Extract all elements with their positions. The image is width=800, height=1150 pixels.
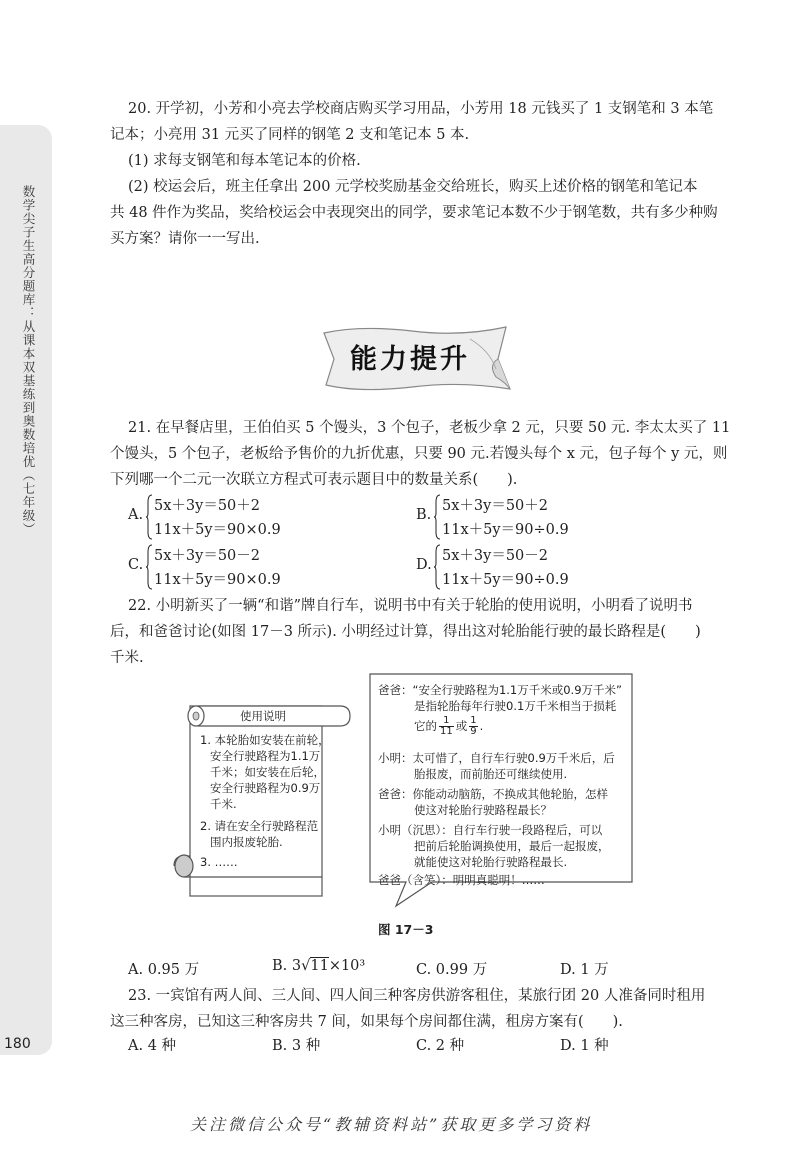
dialog-line: 把前后轮胎调换使用，最后一起报废， (414, 839, 610, 853)
q21-line3: 下列哪一个二元一次联立方程式可表示题目中的数量关系( ). (110, 472, 518, 488)
option-label: D. (416, 557, 432, 573)
q20-sub1: (1) 求每支钢笔和每本笔记本的价格. (128, 153, 361, 169)
scroll-item2 (200, 818, 318, 850)
figure-caption: 图 17－3 (378, 922, 434, 937)
dialog-text: 或 (455, 719, 468, 733)
dialog-dad-3 (378, 872, 628, 888)
q21-option-d[interactable] (416, 544, 676, 592)
book-title-vertical: 数学尖子生高分题库：从课本双基练到奥数培优（七年级） (21, 185, 36, 536)
equation-2: 11x＋5y＝90×0.9 (154, 522, 281, 538)
brace-icon (146, 494, 152, 540)
q22-answer-b[interactable] (272, 958, 365, 974)
speaker: 爸爸： (378, 683, 413, 697)
answer-text: 2 种 (435, 1038, 465, 1054)
answer-text: 4 种 (147, 1038, 177, 1054)
speaker: 小明： (378, 751, 413, 765)
q23-line2: 这三种客房，已知这三种客房共 7 间，如果每个房间都住满，租房方案有( ). (110, 1014, 623, 1030)
answer-text: 0.95 万 (147, 962, 200, 978)
scroll-line: 安全行驶路程为0.9万 (210, 781, 321, 795)
side-tab (0, 125, 52, 1055)
equation-2: 11x＋5y＝90÷0.9 (442, 572, 569, 588)
dialog-dad-1 (378, 682, 628, 738)
dialog-line: “安全行驶路程为1.1万千米或0.9万千米” (412, 683, 622, 697)
footer-note: 关注微信公众号“教辅资料站”获取更多学习资料 (190, 1115, 593, 1134)
dialog-line: 使这对轮胎行驶路程最长？ (414, 803, 552, 817)
q22-answer-a[interactable] (128, 958, 199, 979)
q22-line2: 后，和爸爸讨论(如图 17－3 所示). 小明经过计算，得出这对轮胎能行驶的最长路程是( ) (110, 624, 701, 640)
option-label: B. (416, 507, 432, 523)
dialog-line: 太可惜了，自行车行驶0.9万千米后，后 (412, 751, 615, 765)
q21-option-a[interactable] (128, 494, 388, 542)
dialog-text: . (479, 719, 484, 733)
numerator: 1 (439, 716, 454, 727)
dialog-ming-1 (378, 750, 628, 782)
q20-line1: 20. 开学初，小芳和小亮去学校商店购买学习用品，小芳用 18 元钱买了 1 支钢笔和 3 本笔 (128, 101, 714, 117)
section-title: 能力提升 (350, 344, 470, 375)
q21-option-c[interactable] (128, 544, 388, 592)
answer-power: ×10³ (328, 958, 366, 974)
denominator: 9 (470, 726, 477, 737)
answer-text: 0.99 万 (435, 962, 488, 978)
q23-line1: 23. 一宾馆有两人间、三人间、四人间三种客房供游客租住，某旅行团 20 人准备同时租用 (128, 988, 706, 1004)
fraction (439, 716, 454, 737)
dialog-line: 自行车行驶一段路程后，可以 (452, 823, 603, 837)
q23-answer-b[interactable] (272, 1034, 320, 1055)
option-label: A. (128, 507, 144, 523)
q20-sub2-line1: (2) 校运会后，班主任拿出 200 元学校奖励基金交给班长，购买上述价格的钢笔和笔记本 (128, 179, 698, 195)
scroll-line: 安全行驶路程为1.1万 (210, 749, 321, 763)
dialog-line: 是指轮胎每年行驶0.1万千米相当于损耗 (414, 699, 617, 713)
answer-label: A. (128, 962, 144, 978)
equation-1: 5x＋3y＝50－2 (154, 548, 260, 564)
q20-line2: 记本；小亮用 31 元买了同样的钢笔 2 支和笔记本 5 本. (110, 127, 470, 143)
q20-sub2-line3: 买方案？请你一一写出. (110, 231, 260, 247)
answer-label: A. (128, 1038, 144, 1054)
equation-2: 11x＋5y＝90÷0.9 (442, 522, 569, 538)
brace-icon (146, 544, 152, 590)
denominator: 11 (440, 726, 453, 737)
scroll-item3: 3. …… (200, 855, 238, 869)
answer-label: B. (272, 958, 288, 974)
answer-label: D. (560, 1038, 576, 1054)
q22-line1: 22. 小明新买了一辆“和谐”牌自行车，说明书中有关于轮胎的使用说明，小明看了说明书 (128, 598, 693, 614)
q23-answer-d[interactable] (560, 1034, 609, 1055)
q23-answer-a[interactable] (128, 1034, 176, 1055)
answer-label: B. (272, 1038, 288, 1054)
scroll-line: 千米；如安装在后轮， (210, 765, 325, 779)
option-label: C. (128, 557, 144, 573)
q21-line1: 21. 在早餐店里，王伯伯买 5 个馒头，3 个包子，老板少拿 2 元，只要 50 元. 李太太买了 11 (128, 420, 731, 436)
radical-icon: √ (301, 958, 311, 974)
q20-sub2-line2: 共 48 件作为奖品，奖给校运会中表现突出的同学，要求笔记本数不少于钢笔数，共有多少种购 (110, 205, 718, 221)
answer-radicand: 11 (310, 958, 329, 974)
scroll-line: 1. 本轮胎如安装在前轮， (200, 733, 330, 747)
dialog-line: 明明真聪明！…… (452, 873, 545, 887)
scroll-title: 使用说明 (240, 709, 286, 723)
equation-1: 5x＋3y＝50－2 (442, 548, 548, 564)
dialog-line: 你能动动脑筋，不换成其他轮胎，怎样 (412, 787, 608, 801)
dialog-dad-2 (378, 786, 628, 818)
scroll-line: 围内报废轮胎. (210, 835, 283, 849)
equation-1: 5x＋3y＝50＋2 (442, 498, 548, 514)
q21-option-b[interactable] (416, 494, 676, 542)
dialog-text: 它的 (414, 719, 437, 733)
equation-2: 11x＋5y＝90×0.9 (154, 572, 281, 588)
answer-coefficient: 3 (291, 958, 302, 974)
q21-line2: 个馒头，5 个包子，老板给予售价的九折优惠，只要 90 元.若馒头每个 x 元，包子每个 y 元，则 (110, 446, 728, 462)
speaker: 小明（沉思）： (378, 823, 453, 837)
dialog-line: 就能使这对轮胎行驶路程最长. (414, 855, 568, 869)
fraction (469, 716, 477, 737)
answer-label: C. (416, 1038, 432, 1054)
answer-text: 1 万 (580, 962, 609, 978)
dialog-line-fraction (378, 714, 628, 738)
q22-answer-c[interactable] (416, 958, 487, 979)
numerator: 1 (470, 715, 477, 726)
q22-line3: 千米. (110, 650, 144, 666)
section-banner (320, 325, 516, 393)
brace-icon (434, 544, 440, 590)
dialog-line: 胎报废，而前胎还可继续使用. (414, 767, 568, 781)
equation-1: 5x＋3y＝50＋2 (154, 498, 260, 514)
scroll-line: 千米. (210, 797, 237, 811)
answer-text: 3 种 (291, 1038, 321, 1054)
answer-text: 1 种 (580, 1038, 609, 1054)
page-number: 180 (4, 1036, 31, 1052)
scroll-line: 2. 请在安全行驶路程范 (200, 819, 319, 833)
q23-answer-c[interactable] (416, 1034, 464, 1055)
answer-label: C. (416, 962, 432, 978)
speaker: 爸爸： (378, 787, 413, 801)
brace-icon (434, 494, 440, 540)
answer-label: D. (560, 962, 576, 978)
scroll-item1 (200, 732, 330, 812)
dialog-ming-2 (378, 822, 628, 870)
speaker: 爸爸（含笑）： (378, 873, 453, 887)
q22-answer-d[interactable] (560, 958, 609, 979)
